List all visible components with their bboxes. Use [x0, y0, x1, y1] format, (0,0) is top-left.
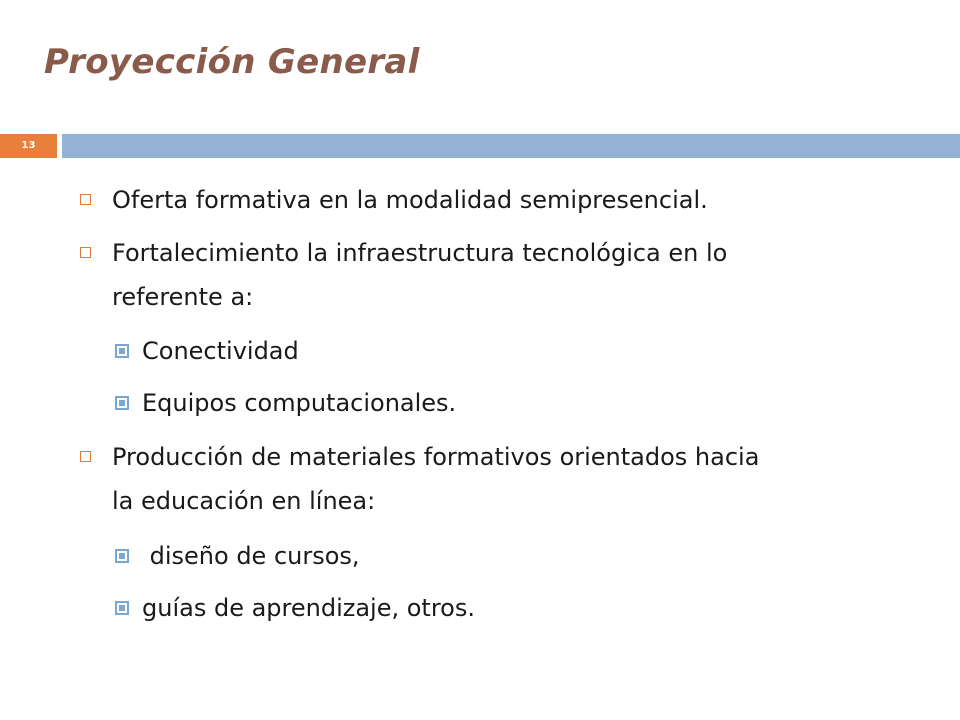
bullet-item-continuation	[112, 277, 253, 317]
square-bullet-icon	[80, 247, 91, 258]
sub-bullet-item	[142, 383, 456, 423]
bullet-text: Fortalecimiento la infraestructura tecnológica en lo	[112, 239, 728, 267]
bullet-item	[112, 437, 759, 477]
bullet-text: guías de aprendizaje, otros.	[142, 594, 475, 622]
bullet-text: Producción de materiales formativos orientados hacia	[112, 443, 760, 471]
bullet-text: la educación en línea:	[112, 487, 376, 515]
filled-square-bullet-icon	[115, 344, 129, 358]
bullet-item	[112, 180, 708, 220]
slide-number: 13	[0, 134, 57, 158]
bullet-text: diseño de cursos,	[142, 542, 360, 570]
sub-bullet-item	[142, 536, 360, 576]
filled-square-bullet-icon	[115, 601, 129, 615]
bullet-item	[112, 233, 727, 273]
bullet-text: Equipos computacionales.	[142, 389, 457, 417]
bullet-item-continuation	[112, 481, 375, 521]
square-bullet-icon	[80, 451, 91, 462]
bullet-text: referente a:	[112, 283, 254, 311]
sub-bullet-item	[142, 588, 475, 628]
filled-square-bullet-icon	[115, 549, 129, 563]
sub-bullet-item	[142, 331, 299, 371]
bullet-text: Conectividad	[142, 337, 299, 365]
filled-square-bullet-icon	[115, 396, 129, 410]
square-bullet-icon	[80, 194, 91, 205]
bullet-text: Oferta formativa en la modalidad semipresencial.	[112, 186, 708, 214]
slide-title: Proyección General	[44, 42, 420, 82]
